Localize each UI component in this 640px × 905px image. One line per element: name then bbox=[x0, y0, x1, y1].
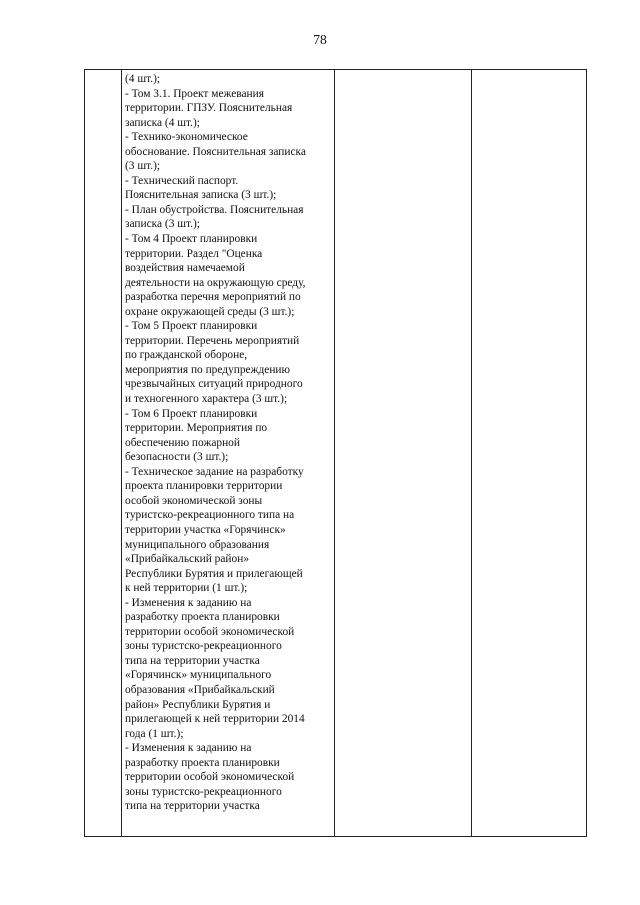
table-row bbox=[85, 70, 587, 837]
description-line: - Изменения к заданию на bbox=[125, 742, 252, 755]
description-line: особой экономической зоны bbox=[125, 494, 263, 507]
description-line: Пояснительная записка (3 шт.); bbox=[125, 189, 277, 202]
description-line: записка (4 шт.); bbox=[125, 116, 200, 129]
description-line: - Технико-экономическое bbox=[125, 131, 248, 144]
description-line: типа на территории участка bbox=[125, 654, 260, 667]
description-line: «Прибайкальский район» bbox=[125, 553, 250, 566]
description-line: территории. Раздел "Оценка bbox=[125, 247, 263, 260]
description-line: (4 шт.); bbox=[125, 73, 161, 85]
description-line: разработку проекта планировки bbox=[125, 756, 280, 769]
description-line: года (1 шт.); bbox=[125, 727, 184, 740]
empty-cell-3 bbox=[335, 70, 472, 837]
description-line: «Горячинск» муниципального bbox=[125, 669, 272, 682]
description-line: типа на территории участка bbox=[125, 800, 260, 813]
description-line: территории. ГПЗУ. Пояснительная bbox=[125, 102, 293, 115]
description-line: разработка перечня мероприятий по bbox=[125, 291, 301, 304]
description-line: зоны туристско-рекреационного bbox=[125, 785, 282, 798]
description-line: охране окружающей среды (3 шт.); bbox=[125, 305, 295, 318]
document-table bbox=[84, 69, 587, 837]
description-line: записка (3 шт.); bbox=[125, 218, 200, 231]
description-line: - Том 3.1. Проект межевания bbox=[125, 87, 264, 100]
description-line: территории участка «Горячинск» bbox=[125, 523, 286, 536]
description-line: район» Республики Бурятия и bbox=[125, 698, 271, 711]
empty-cell-4 bbox=[472, 70, 587, 837]
description-line: туристско-рекреационного типа на bbox=[125, 509, 295, 522]
description-line: Республики Бурятия и прилегающей bbox=[125, 567, 303, 580]
description-line: прилегающей к ней территории 2014 bbox=[125, 713, 305, 726]
page-number: 78 bbox=[313, 32, 327, 47]
description-line: разработку проекта планировки bbox=[125, 611, 280, 624]
row-number-cell bbox=[85, 70, 122, 837]
description-line: воздействия намечаемой bbox=[125, 262, 245, 275]
description-line: и техногенного характера (3 шт.); bbox=[125, 393, 288, 406]
description-line: чрезвычайных ситуаций природного bbox=[125, 378, 303, 391]
description-line: - Том 4 Проект планировки bbox=[125, 233, 258, 246]
description-line: территории особой экономической bbox=[125, 625, 295, 638]
description-line: мероприятия по предупреждению bbox=[125, 363, 291, 376]
description-line: по гражданской обороне, bbox=[125, 349, 248, 362]
description-line: - Том 5 Проект планировки bbox=[125, 320, 258, 333]
description-line: безопасности (3 шт.); bbox=[125, 451, 229, 464]
description-line: - Изменения к заданию на bbox=[125, 596, 252, 609]
description-line: - План обустройства. Пояснительная bbox=[125, 203, 304, 216]
description-line: - Технический паспорт. bbox=[125, 174, 239, 187]
description-text bbox=[122, 70, 334, 814]
description-line: деятельности на окружающую среду, bbox=[125, 276, 306, 289]
description-cell bbox=[122, 70, 335, 837]
description-line: территории. Перечень мероприятий bbox=[125, 334, 300, 347]
description-line: (3 шт.); bbox=[125, 160, 161, 173]
description-line: - Техническое задание на разработку bbox=[125, 465, 304, 478]
description-line: - Том 6 Проект планировки bbox=[125, 407, 258, 420]
description-line: образования «Прибайкальский bbox=[125, 683, 275, 696]
description-line: зоны туристско-рекреационного bbox=[125, 640, 282, 653]
description-line: территории особой экономической bbox=[125, 771, 295, 784]
description-line: к ней территории (1 шт.); bbox=[125, 582, 248, 595]
description-line: муниципального образования bbox=[125, 538, 270, 551]
description-line: проекта планировки территории bbox=[125, 480, 283, 493]
description-line: обоснование. Пояснительная записка bbox=[125, 145, 306, 158]
description-line: территории. Мероприятия по bbox=[125, 422, 268, 435]
description-line: обеспечению пожарной bbox=[125, 436, 240, 449]
